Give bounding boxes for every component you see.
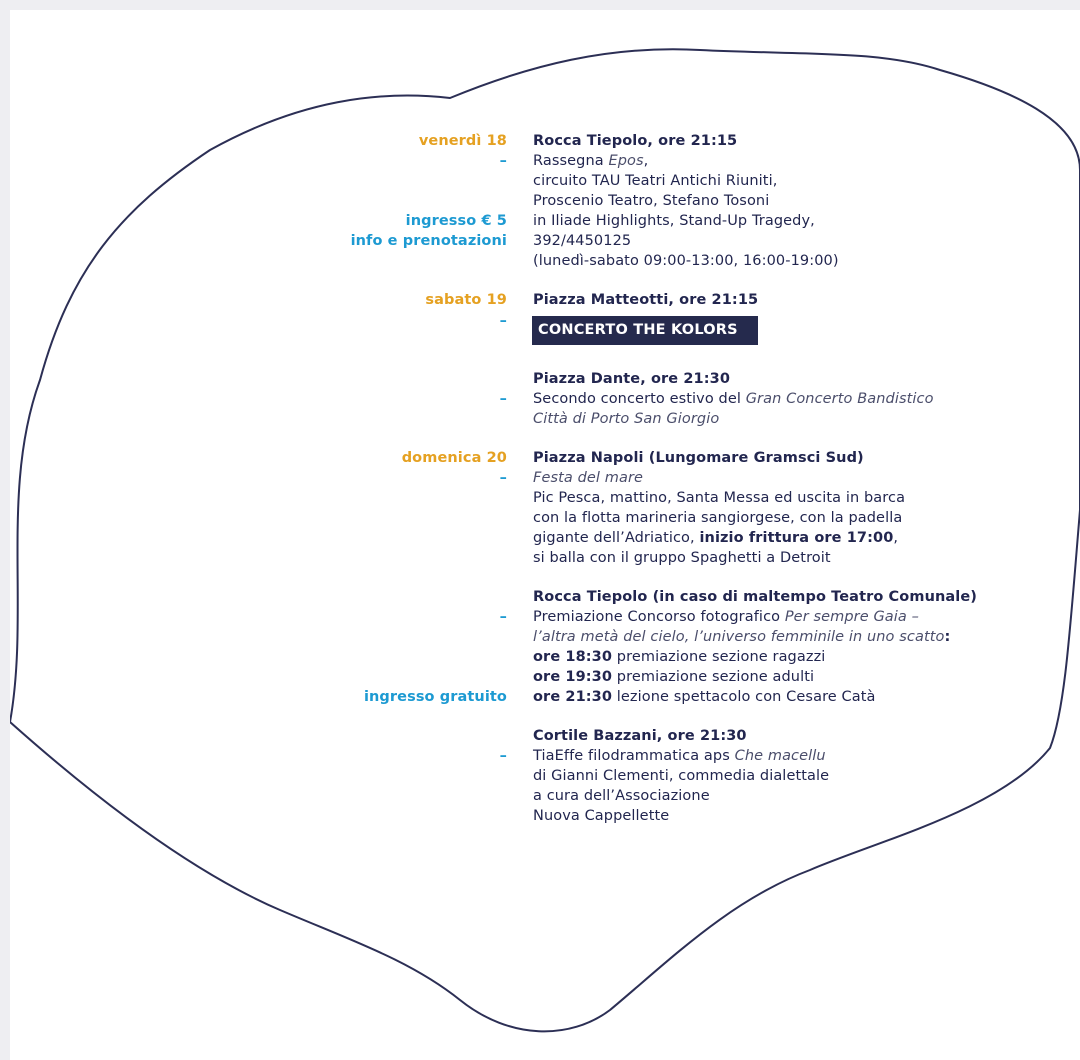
- event-line: con la flotta marineria sangiorgese, con la padella: [533, 510, 903, 526]
- day-label-friday: venerdì 18: [418, 133, 507, 149]
- event-line: Nuova Cappellette: [533, 808, 670, 824]
- event-line: di Gianni Clementi, commedia dialettale: [533, 768, 830, 784]
- event-line: ore 21:30 lezione spettacolo con Cesare Catà: [533, 689, 876, 705]
- event-line: circuito TAU Teatri Antichi Riuniti,: [533, 173, 778, 189]
- event-line: ore 18:30 premiazione sezione ragazzi: [533, 649, 826, 665]
- price-label: ingresso € 5: [405, 213, 507, 229]
- dash-marker: –: [499, 748, 507, 764]
- event-line: a cura dell’Associazione: [533, 788, 710, 804]
- price-label: ingresso gratuito: [363, 689, 507, 705]
- event-line: Secondo concerto estivo del Gran Concerto Bandistico: [533, 391, 934, 407]
- day-label-sunday: domenica 20: [401, 450, 507, 466]
- event-line: TiaEffe filodrammatica aps Che macellu: [533, 748, 826, 764]
- dash-marker: –: [499, 391, 507, 407]
- event-title: Piazza Dante, ore 21:30: [533, 371, 731, 387]
- event-line: Festa del mare: [533, 470, 644, 486]
- event-line: gigante dell’Adriatico, inizio frittura ore 17:00,: [533, 530, 899, 546]
- event-line: Proscenio Teatro, Stefano Tosoni: [533, 193, 770, 209]
- event-line: Città di Porto San Giorgio: [533, 411, 720, 427]
- info-label: info e prenotazioni: [350, 233, 507, 249]
- dash-marker: –: [499, 313, 507, 329]
- highlight-box: CONCERTO THE KOLORS: [532, 316, 758, 345]
- dash-marker: –: [499, 470, 507, 486]
- event-title: Cortile Bazzani, ore 21:30: [533, 728, 747, 744]
- event-line: si balla con il gruppo Spaghetti a Detroit: [533, 550, 831, 566]
- event-line: Pic Pesca, mattino, Santa Messa ed uscita in barca: [533, 490, 906, 506]
- event-line: Rassegna Epos,: [533, 153, 649, 169]
- event-line: Premiazione Concorso fotografico Per sempre Gaia –: [533, 609, 919, 625]
- event-title: Piazza Matteotti, ore 21:15: [533, 292, 759, 308]
- event-title: Rocca Tiepolo, ore 21:15: [533, 133, 738, 149]
- dash-marker: –: [499, 153, 507, 169]
- dash-marker: –: [499, 609, 507, 625]
- event-title: Rocca Tiepolo (in caso di maltempo Teatro Comunale): [533, 589, 978, 605]
- event-line: (lunedì-sabato 09:00-13:00, 16:00-19:00): [533, 253, 839, 269]
- event-line: l’altra metà del cielo, l’universo femminile in uno scatto:: [533, 629, 951, 645]
- event-line: in Iliade Highlights, Stand-Up Tragedy,: [533, 213, 815, 229]
- phone-number: 392/4450125: [533, 233, 632, 249]
- day-label-saturday: sabato 19: [425, 292, 507, 308]
- event-line: ore 19:30 premiazione sezione adulti: [533, 669, 815, 685]
- event-title: Piazza Napoli (Lungomare Gramsci Sud): [533, 450, 864, 466]
